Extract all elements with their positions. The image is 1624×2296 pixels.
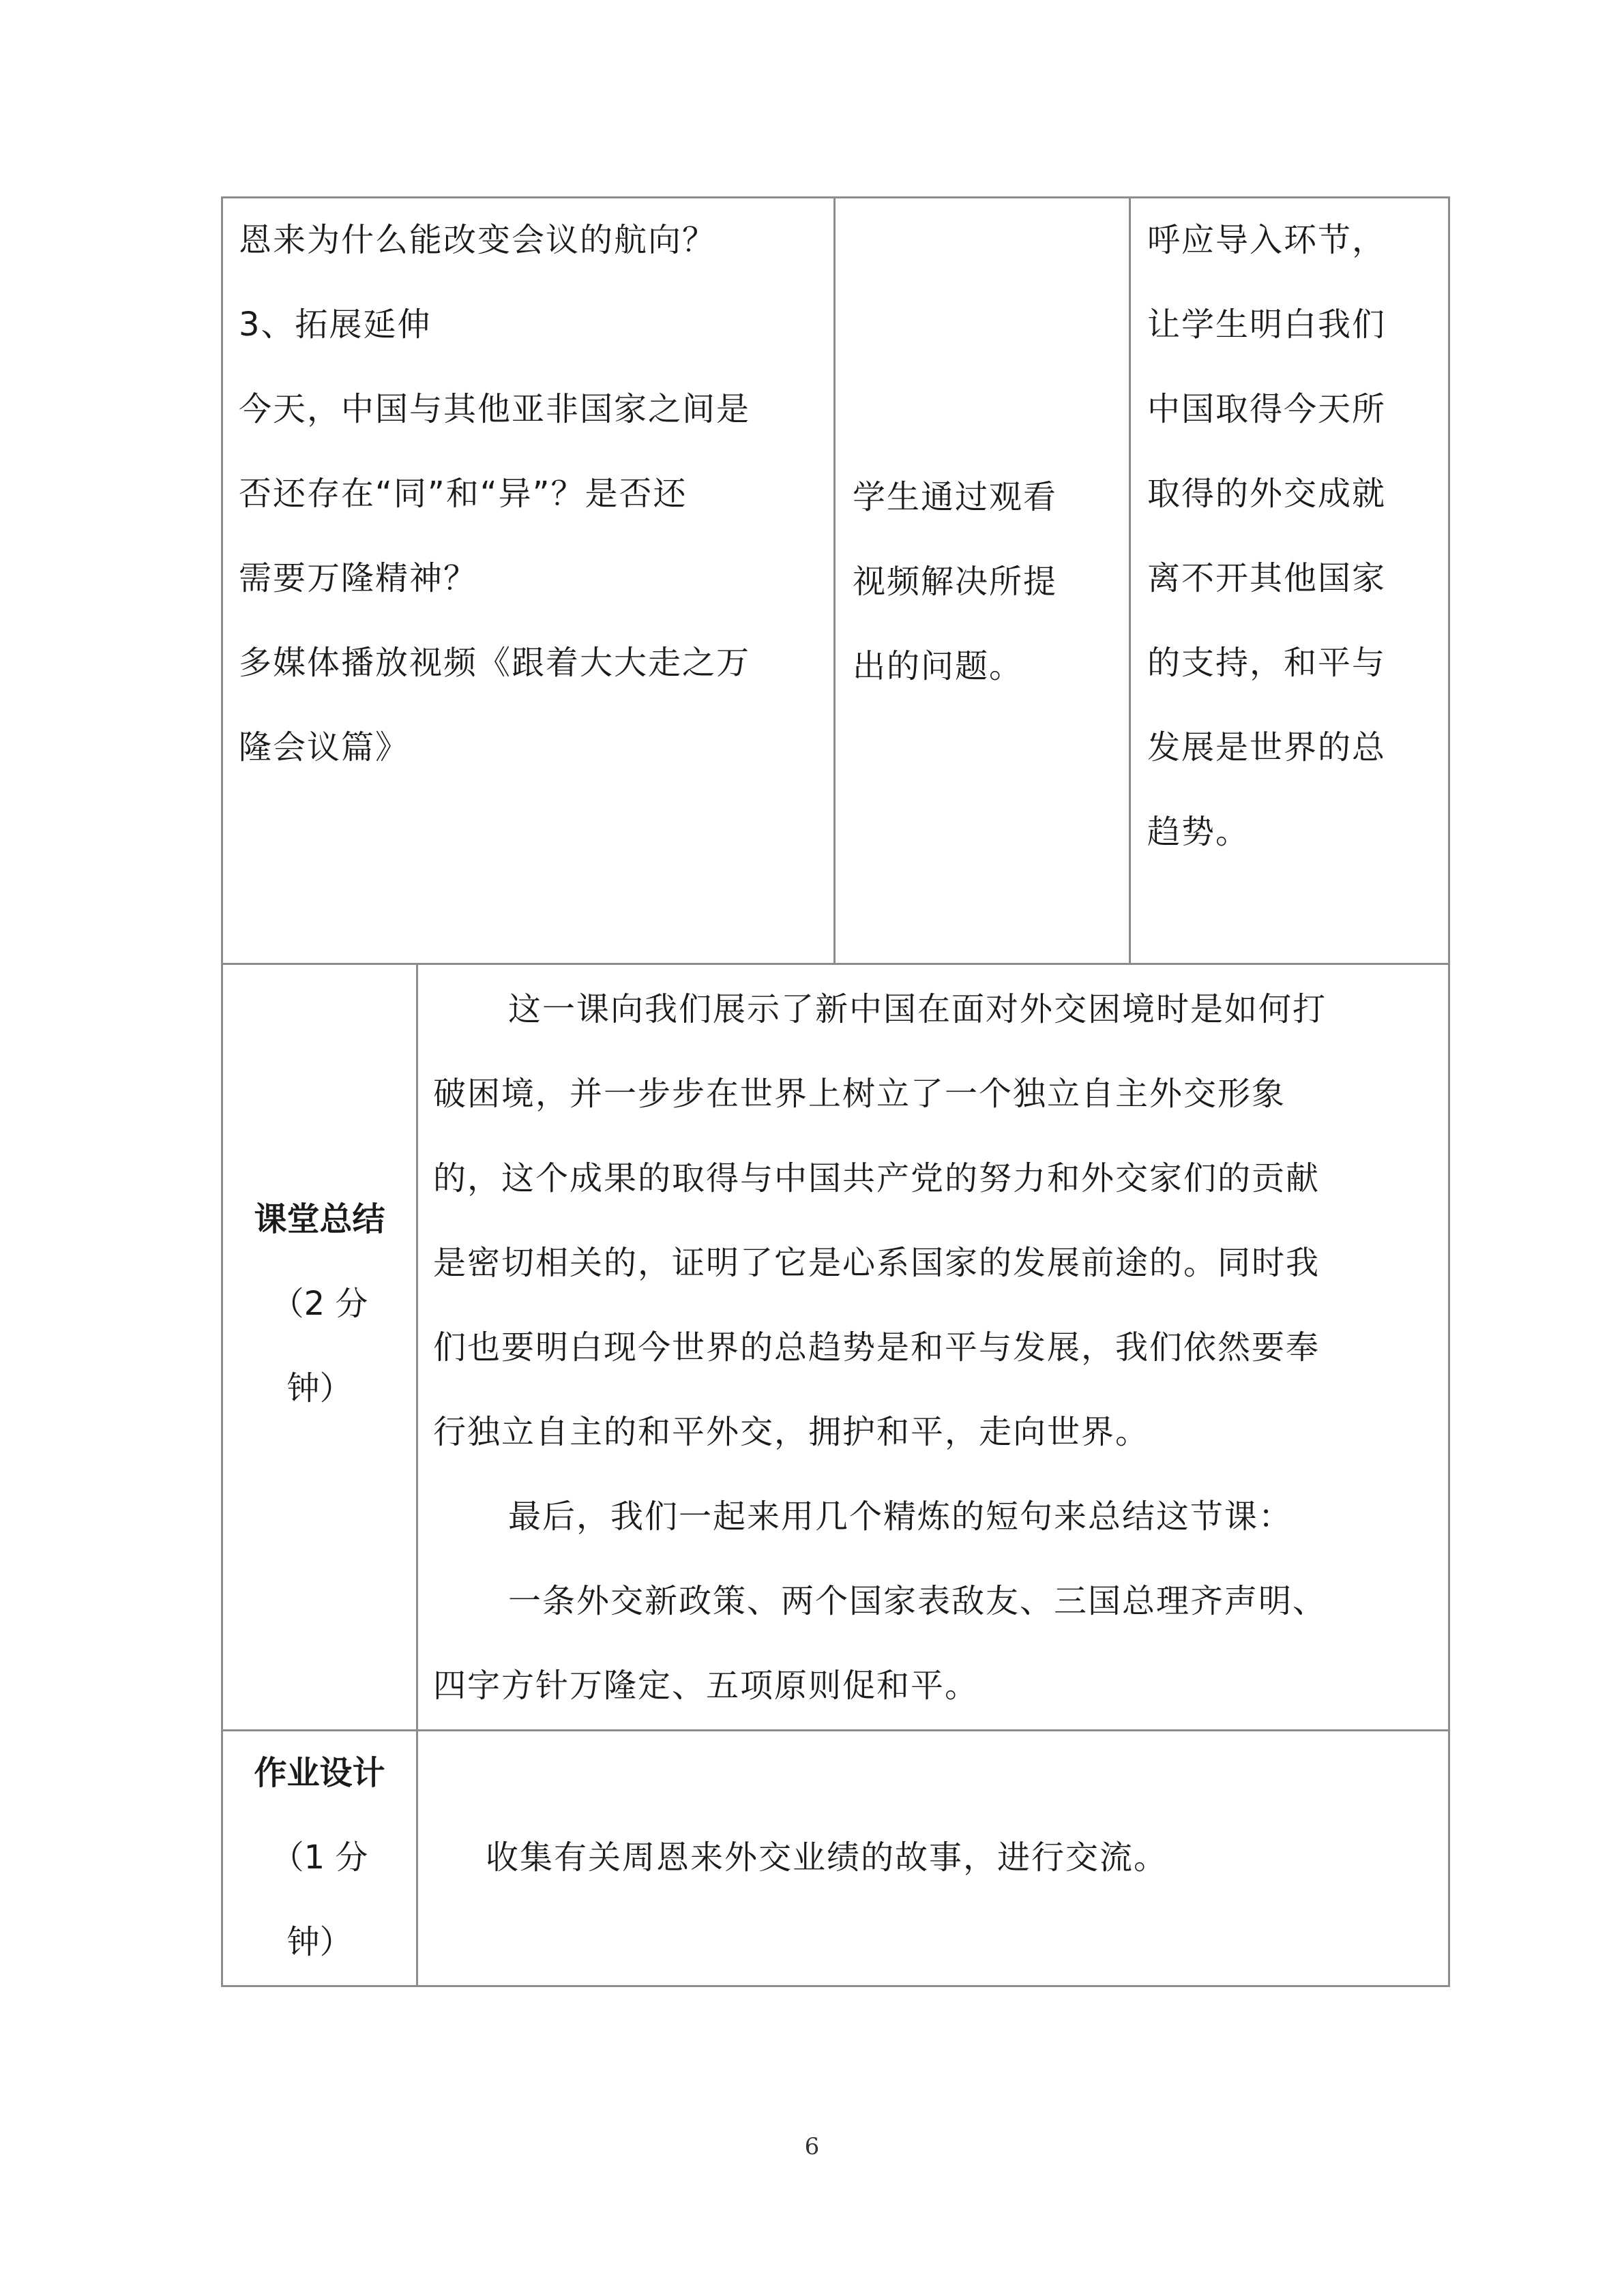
teaching-content-line: 多媒体播放视频《跟着大大走之万 (239, 644, 751, 682)
student-activity-line: 视频解决所提 (853, 563, 1058, 601)
design-intent-line: 中国取得今天所 (1147, 390, 1387, 428)
summary-paragraph-line: 一条外交新政策、两个国家表敌友、三国总理齐声明、 (508, 1582, 1327, 1620)
summary-time-line1: （2 分 (271, 1285, 368, 1323)
design-intent-line: 取得的外交成就 (1147, 475, 1387, 513)
table-border-left (221, 196, 223, 1987)
summary-paragraph-line: 破困境，并一步步在世界上树立了一个独立自主外交形象 (433, 1075, 1286, 1113)
summary-paragraph-line: 的，这个成果的取得与中国共产党的努力和外交家们的贡献 (433, 1159, 1320, 1197)
table-divider-col1-row1 (833, 196, 836, 965)
homework-label-cell (223, 1731, 416, 1984)
student-activity-cell (853, 455, 1119, 709)
table-border-bottom (221, 1985, 1450, 1987)
teaching-content-cell (239, 198, 812, 790)
design-intent-line: 的支持，和平与 (1147, 644, 1387, 682)
design-intent-line: 发展是世界的总 (1147, 728, 1387, 766)
student-activity-line: 学生通过观看 (853, 478, 1058, 516)
student-activity-line: 出的问题。 (853, 647, 1024, 685)
homework-content: 收集有关周恩来外交业绩的故事，进行交流。 (486, 1838, 1168, 1877)
design-intent-line: 趋势。 (1147, 813, 1250, 851)
design-intent-line: 让学生明白我们 (1147, 305, 1387, 344)
summary-paragraph-line: 行独立自主的和平外交，拥护和平，走向世界。 (433, 1413, 1150, 1451)
teaching-content-line: 3、拓展延伸 (239, 305, 432, 344)
summary-paragraph-line: 是密切相关的，证明了它是心系国家的发展前途的。同时我 (433, 1244, 1320, 1282)
summary-paragraph-line: 四字方针万隆定、五项原则促和平。 (433, 1667, 979, 1705)
table-border-right (1448, 196, 1450, 1987)
teaching-content-line: 需要万隆精神？ (239, 559, 478, 597)
design-intent-line: 呼应导入环节， (1147, 221, 1387, 259)
summary-label-cell (223, 1177, 416, 1431)
homework-label: 作业设计 (254, 1754, 385, 1792)
teaching-content-line: 隆会议篇》 (239, 728, 410, 766)
design-intent-line: 离不开其他国家 (1147, 559, 1387, 597)
homework-time-line2: 钟） (286, 1923, 353, 1961)
design-intent-cell (1147, 198, 1434, 874)
teaching-content-line: 恩来为什么能改变会议的航向？ (239, 221, 717, 259)
teaching-content-line: 否还存在“同”和“异”？是否还 (239, 475, 688, 513)
table-divider-row1 (221, 963, 1450, 965)
page-number: 6 (804, 2133, 820, 2160)
summary-paragraph-line: 最后，我们一起来用几个精炼的短句来总结这节课： (508, 1497, 1293, 1536)
homework-time-line1: （1 分 (271, 1838, 368, 1877)
table-divider-col2-row1 (1129, 196, 1131, 965)
summary-paragraph-line: 们也要明白现今世界的总趋势是和平与发展，我们依然要奉 (433, 1328, 1320, 1367)
table-divider-label-col (416, 963, 418, 1987)
summary-label: 课堂总结 (254, 1200, 385, 1238)
summary-paragraph-line: 这一课向我们展示了新中国在面对外交困境时是如何打 (508, 990, 1327, 1028)
summary-content-cell (433, 967, 1429, 1728)
teaching-content-line: 今天，中国与其他亚非国家之间是 (239, 390, 751, 428)
summary-time-line2: 钟） (286, 1369, 353, 1407)
